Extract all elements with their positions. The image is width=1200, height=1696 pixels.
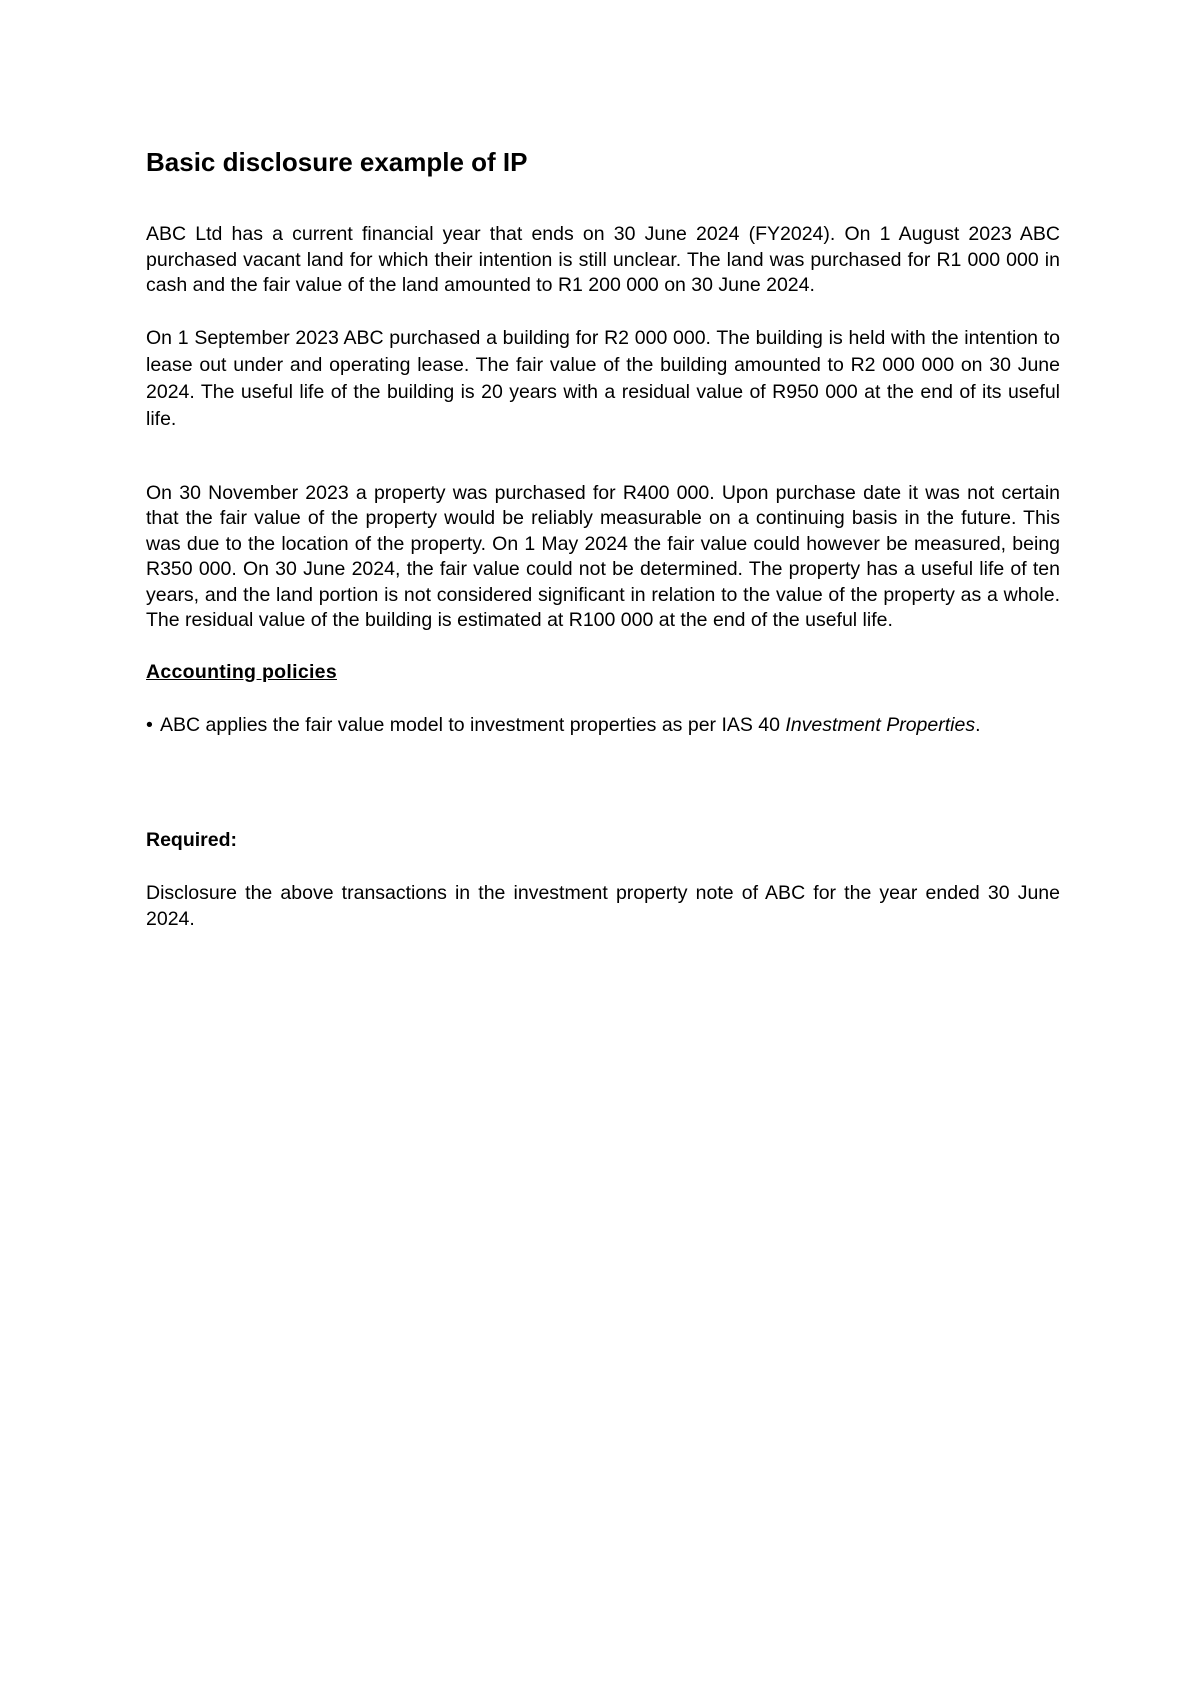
required-text: Disclosure the above transactions in the investment property note of ABC for the year ended 30 June 2024. bbox=[146, 882, 1060, 930]
required-heading: Required: bbox=[146, 829, 238, 851]
bullet-icon: • bbox=[146, 713, 153, 736]
policy-text bbox=[160, 713, 1060, 739]
accounting-policies-heading: Accounting policies bbox=[146, 660, 337, 683]
policy-text-main: ABC applies the fair value model to investment properties as per IAS 40 bbox=[160, 713, 786, 736]
policy-standard-name: Investment Properties bbox=[785, 713, 976, 736]
document-content bbox=[146, 146, 1060, 958]
paragraph-building-purchase: On 1 September 2023 ABC purchased a building for R2 000 000. The building is held with the intention to lease out under and operating lease. The fair value of the building amounted to R2 000 000 on 30 June 2024. The useful life of the building is 20 years with a residual value of R950 000 at the end of its useful life. bbox=[146, 326, 1060, 430]
accounting-policies-list bbox=[146, 713, 1060, 739]
paragraph-property-purchase: On 30 November 2023 a property was purchased for R400 000. Upon purchase date it was not certain that the fair value of the property would be reliably measurable on a continuing basis in the future. This was due to the location of the property. On 1 May 2024 the fair value could however be measured, being R350 000. On 30 June 2024, the fair value could not be determined. The property has a useful life of ten years, and the land portion is not considered significant in relation to the value of the property as a whole. The residual value of the building is estimated at R100 000 at the end of the useful life. bbox=[146, 481, 1060, 631]
list-item bbox=[146, 713, 1060, 739]
document-title: Basic disclosure example of IP bbox=[146, 147, 528, 177]
policy-text-end: . bbox=[975, 713, 981, 736]
paragraph-land-purchase: ABC Ltd has a current financial year that ends on 30 June 2024 (FY2024). On 1 August 2023 ABC purchased vacant land for which their intention is still unclear. The land was purchased for R1 000 000 in cash and the fair value of the land amounted to R1 200 000 on 30 June 2024. bbox=[146, 223, 1060, 296]
